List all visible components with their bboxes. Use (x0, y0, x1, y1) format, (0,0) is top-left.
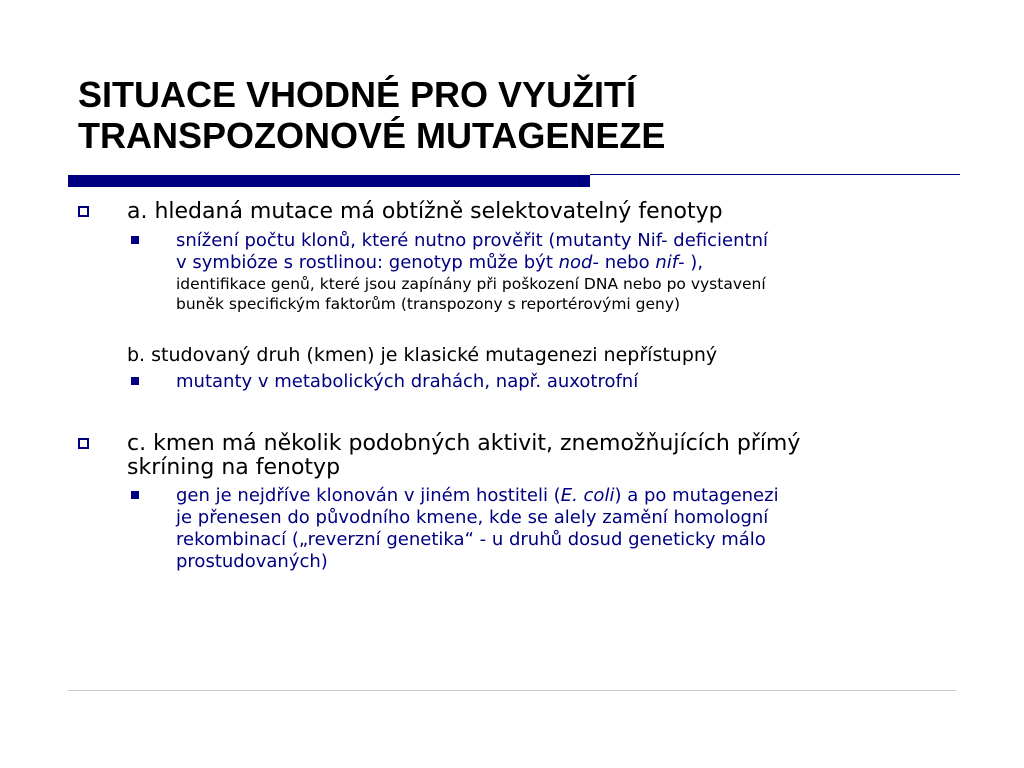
nif-italic: nif (655, 252, 679, 273)
title-line-1: SITUACE VHODNÉ PRO VYUŽITÍ (78, 74, 637, 115)
section-c-heading-line-2: skríning na fenotyp (127, 455, 341, 480)
section-c-sub-line-1-post: ) a po mutagenezi (614, 485, 779, 506)
filled-square-bullet-icon (131, 377, 139, 385)
section-a-sub-line-2-post: - ), (678, 252, 704, 273)
section-a-sub-line-4: buněk specifickým faktorům (transpozony s reportérovými geny) (176, 295, 681, 313)
section-a-sub-line-2 (176, 252, 703, 273)
e-coli-italic: E. coli (560, 485, 615, 506)
section-b-sub: mutanty v metabolických drahách, např. auxotrofní (176, 371, 639, 392)
title-underline-thin (590, 174, 960, 175)
section-c-sub-line-4: prostudovaných) (176, 551, 328, 572)
filled-square-bullet-icon (131, 491, 139, 499)
section-c-sub-line-2: je přenesen do původního kmene, kde se alely zamění homologní (176, 507, 769, 528)
footer-rule (68, 690, 956, 691)
filled-square-bullet-icon (131, 236, 139, 244)
hollow-square-bullet-icon (78, 206, 89, 217)
section-a-sub-line-1: snížení počtu klonů, které nutno prověřit (mutanty Nif- deficientní (176, 230, 768, 251)
section-c-sub-line-1-pre: gen je nejdříve klonován v jiném hostiteli ( (176, 485, 561, 506)
section-a-sub-line-3: identifikace genů, které jsou zapínány při poškození DNA nebo po vystavení (176, 275, 766, 293)
title-underline-thick (68, 175, 590, 187)
title-line-2: TRANSPOZONOVÉ MUTAGENEZE (78, 115, 666, 156)
section-a-sub-line-2-text: v symbióze s rostlinou: genotyp může být (176, 252, 559, 273)
slide-title (78, 74, 978, 156)
section-a-heading: a. hledaná mutace má obtížně selektovatelný fenotyp (127, 199, 723, 224)
section-b-heading: b. studovaný druh (kmen) je klasické mutagenezi nepřístupný (127, 344, 718, 366)
nod-italic: nod (558, 252, 593, 273)
section-c-heading-line-1: c. kmen má několik podobných aktivit, znemožňujících přímý (127, 431, 801, 456)
section-c-sub-line-3: rekombinací („reverzní genetika“ - u druhů dosud geneticky málo (176, 529, 766, 550)
hollow-square-bullet-icon (78, 438, 89, 449)
section-c-sub-line-1 (176, 485, 779, 506)
section-a-sub-line-2-mid: - nebo (592, 252, 656, 273)
